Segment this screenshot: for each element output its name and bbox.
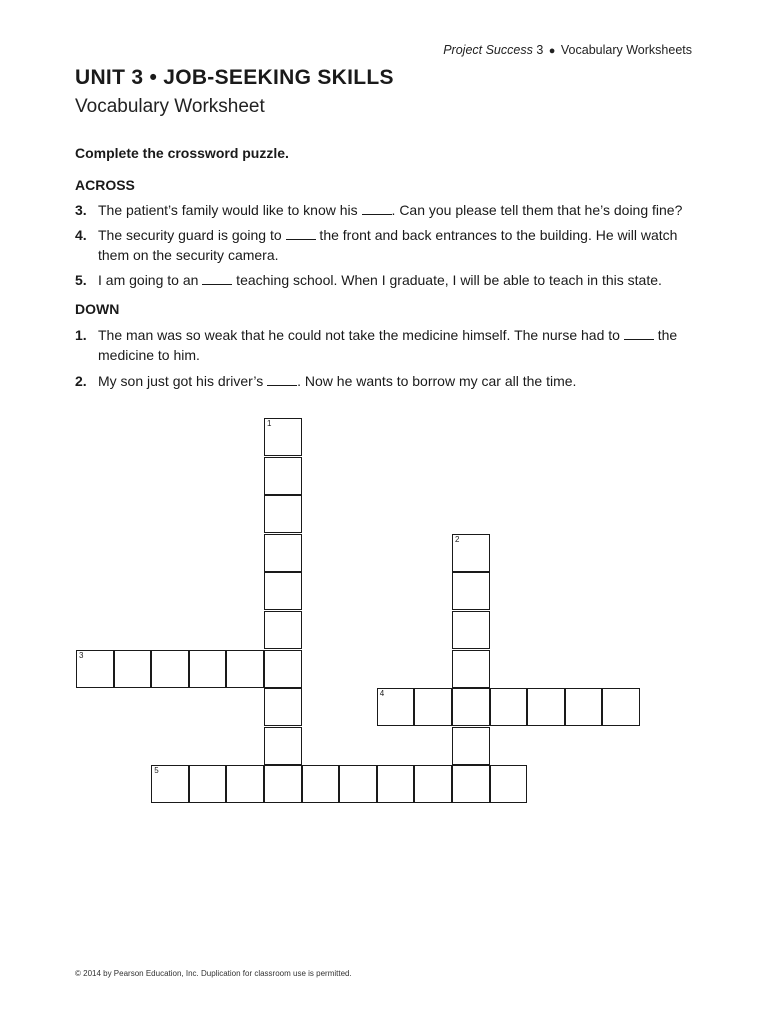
answer-blank: [362, 213, 392, 215]
series-level: 3: [536, 43, 544, 57]
down-clue-2: [75, 371, 700, 391]
cell-number: 4: [379, 689, 385, 699]
across-clue-4: [75, 225, 700, 265]
down-heading: DOWN: [75, 301, 120, 317]
clue-number: 3.: [75, 202, 87, 218]
crossword-cell[interactable]: [264, 765, 302, 803]
clue-number: 5.: [75, 272, 87, 288]
page-subtitle: Vocabulary Worksheet: [75, 96, 265, 117]
crossword-cell[interactable]: [377, 765, 415, 803]
clue-text: [98, 325, 700, 365]
crossword-cell[interactable]: [527, 688, 565, 726]
clue-text-before: The man was so weak that he could not take the medicine himself. The nurse had to: [98, 327, 624, 343]
clue-text: [98, 200, 700, 220]
series-name: Project Success: [443, 43, 533, 57]
crossword-cell[interactable]: [452, 650, 490, 688]
crossword-cell[interactable]: [114, 650, 152, 688]
crossword-cell[interactable]: [452, 572, 490, 610]
clue-number: 2.: [75, 373, 87, 389]
crossword-cell[interactable]: [264, 688, 302, 726]
worksheet-type: Vocabulary Worksheets: [560, 43, 692, 57]
crossword-cell[interactable]: [490, 688, 528, 726]
crossword-cell[interactable]: [264, 572, 302, 610]
answer-blank: [624, 338, 654, 340]
copyright-footer: © 2014 by Pearson Education, Inc. Duplication for classroom use is permitted.: [75, 969, 352, 978]
instructions: Complete the crossword puzzle.: [75, 145, 289, 161]
crossword-cell[interactable]: [264, 534, 302, 572]
clue-text-after: the medicine to him.: [98, 327, 678, 363]
crossword-cell[interactable]: [151, 765, 189, 803]
across-heading: ACROSS: [75, 177, 135, 193]
cell-number: 5: [154, 766, 159, 776]
across-clue-3: [75, 200, 700, 220]
clue-number: 1.: [75, 327, 87, 343]
crossword-cell[interactable]: [302, 765, 340, 803]
clue-text-after: teaching school. When I graduate, I will be able to teach in this state.: [232, 272, 662, 288]
crossword-cell[interactable]: [189, 765, 227, 803]
crossword-cell[interactable]: [452, 534, 490, 572]
across-clue-5: [75, 270, 700, 290]
crossword-cell[interactable]: [264, 650, 302, 688]
crossword-cell[interactable]: [264, 495, 302, 533]
crossword-cell[interactable]: [76, 650, 114, 688]
running-header: [443, 43, 692, 57]
clue-text-before: I am going to an: [98, 272, 203, 288]
cell-number: 3: [79, 650, 84, 660]
crossword-cell[interactable]: [264, 611, 302, 649]
clue-text-before: The patient’s family would like to know his: [98, 202, 362, 218]
crossword-cell[interactable]: [602, 688, 640, 726]
crossword-cell[interactable]: [264, 457, 302, 495]
answer-blank: [267, 384, 297, 386]
clue-text: [98, 225, 700, 265]
clue-text-before: The security guard is going to: [98, 227, 286, 243]
cell-number: 2: [455, 534, 460, 544]
down-clue-1: [75, 325, 700, 365]
crossword-cell[interactable]: [414, 765, 452, 803]
clue-text-after: the front and back entrances to the building. He will watch them on the security camera.: [98, 227, 678, 263]
crossword-cell[interactable]: [414, 688, 452, 726]
crossword-cell[interactable]: [226, 765, 264, 803]
crossword-cell[interactable]: [490, 765, 528, 803]
crossword-cell[interactable]: [339, 765, 377, 803]
clue-number: 4.: [75, 227, 87, 243]
page-title: UNIT 3 • JOB-SEEKING SKILLS: [75, 66, 394, 89]
crossword-cell[interactable]: [226, 650, 264, 688]
bullet-icon: ●: [548, 45, 556, 57]
crossword-cell[interactable]: [452, 727, 490, 765]
answer-blank: [202, 283, 232, 285]
crossword-cell[interactable]: [452, 765, 490, 803]
clue-text: [98, 270, 700, 290]
clue-text-before: My son just got his driver’s: [98, 373, 268, 389]
crossword-cell[interactable]: [189, 650, 227, 688]
clue-text-after: . Now he wants to borrow my car all the time.: [297, 373, 577, 389]
crossword-cell[interactable]: [377, 688, 415, 726]
crossword-cell[interactable]: [264, 727, 302, 765]
crossword-cell[interactable]: [452, 688, 490, 726]
crossword-cell[interactable]: [264, 418, 302, 456]
crossword-cell[interactable]: [452, 611, 490, 649]
clue-text: [98, 371, 700, 391]
crossword-cell[interactable]: [151, 650, 189, 688]
crossword-cell[interactable]: [565, 688, 603, 726]
clue-text-after: . Can you please tell them that he’s doing fine?: [391, 202, 683, 218]
cell-number: 1: [267, 419, 272, 428]
answer-blank: [286, 238, 316, 240]
